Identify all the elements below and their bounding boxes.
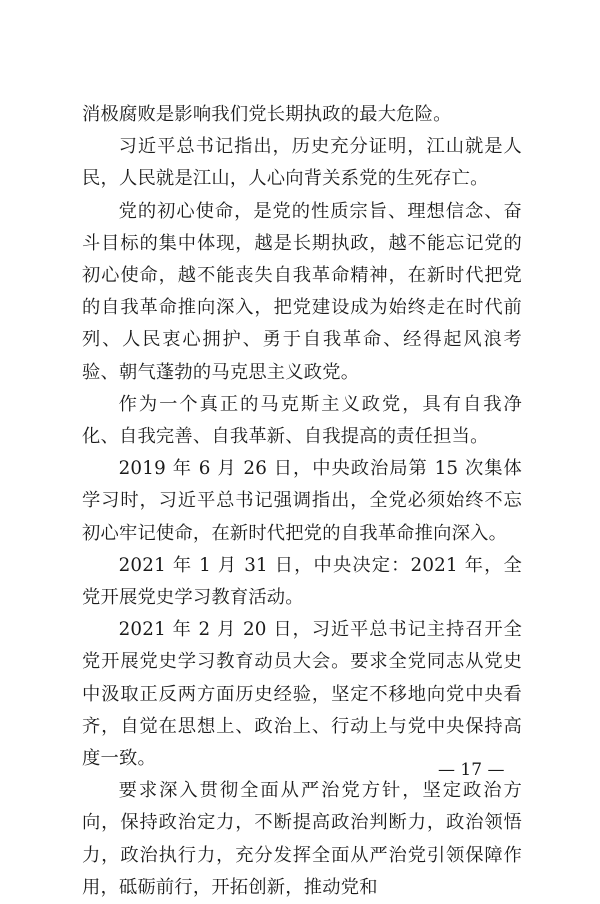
page-number: — 17 — — [438, 760, 505, 780]
paragraph-2: 习近平总书记指出，历史充分证明，江山就是人民，人民就是江山，人心向背关系党的生死存亡。 — [82, 136, 522, 190]
paragraph-3: 党的初心使命，是党的性质宗旨、理想信念、奋斗目标的集中体现，越是长期执政，越不能忘记党的初心使命，越不能丧失自我革命精神，在新时代把党的自我革命推向深入，把党建设成为始终走在时代前列、人民衷心拥护、勇于自我革命、经得起风浪考验、朝气蓬勃的马克思主义政党。 — [82, 200, 522, 383]
paragraph-8: 要求深入贯彻全面从严治党方针，坚定政治方向，保持政治定力，不断提高政治判断力，政治领悟力，政治执行力，充分发挥全面从严治党引领保障作用，砥砺前行，开拓创新，推动党和 — [82, 780, 522, 898]
paragraph-5: 2019 年 6 月 26 日，中央政治局第 15 次集体学习时，习近平总书记强调指出，全党必须始终不忘初心牢记使命，在新时代把党的自我革命推向深入。 — [82, 458, 522, 544]
paragraph-7: 2021 年 2 月 20 日，习近平总书记主持召开全党开展党史学习教育动员大会。要求全党同志从党史中汲取正反两方面历史经验，坚定不移地向党中央看齐，自觉在思想上、政治上、行动上与党中央保持高度一致。 — [82, 619, 522, 770]
paragraph-6: 2021 年 1 月 31 日，中央决定：2021 年，全党开展党史学习教育活动。 — [82, 554, 522, 609]
document-body — [82, 99, 522, 904]
paragraph-1: 消极腐败是影响我们党长期执政的最大危险。 — [82, 104, 452, 125]
paragraph-4: 作为一个真正的马克斯主义政党，具有自我净化、自我完善、自我革新、自我提高的责任担当。 — [82, 393, 522, 448]
